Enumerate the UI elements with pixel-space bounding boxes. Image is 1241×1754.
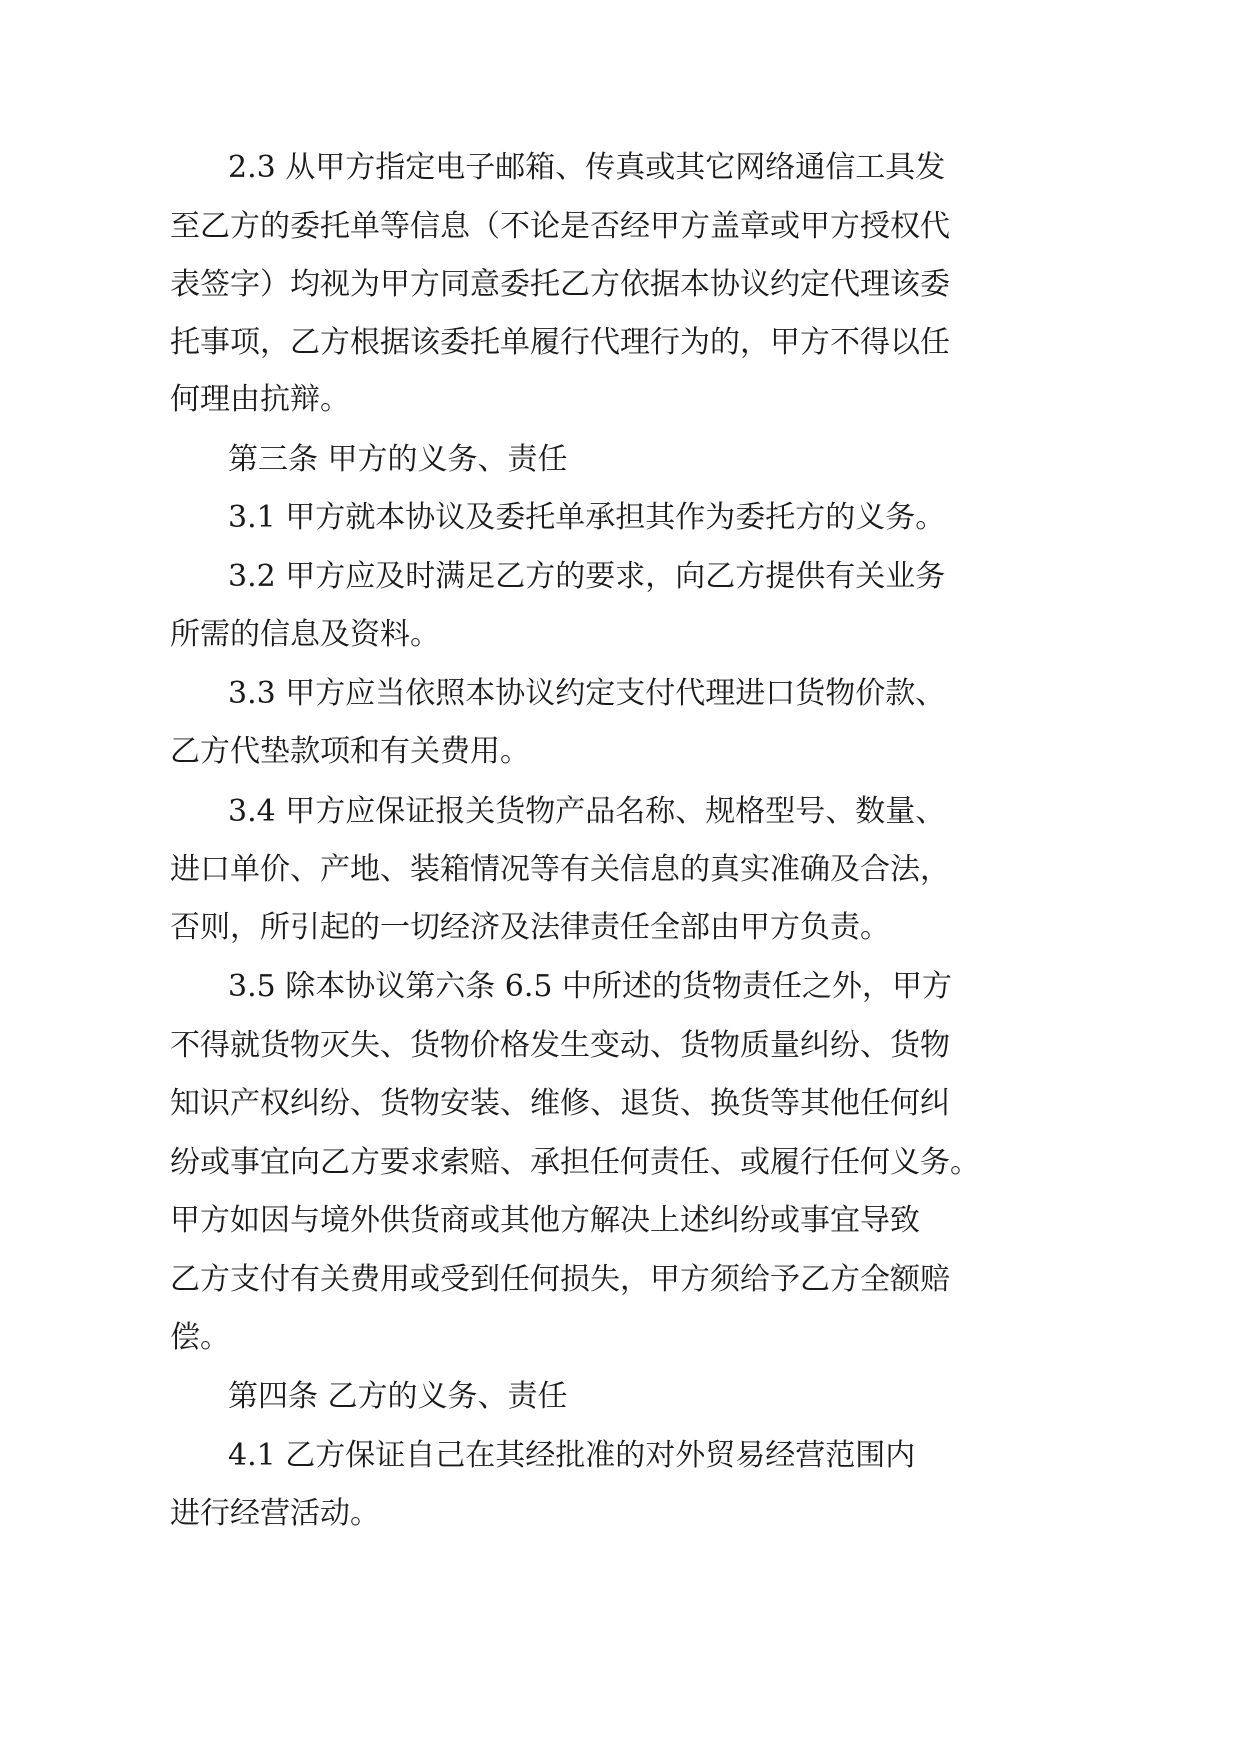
text-line: 偿。 <box>170 1320 230 1355</box>
text-line: 托事项，乙方根据该委托单履行代理行为的，甲方不得以任 <box>170 325 950 360</box>
section-heading: 第三条 甲方的义务、责任 <box>228 442 568 477</box>
text-line: 2.3 从甲方指定电子邮箱、传真或其它网络通信工具发 <box>228 150 946 185</box>
text-line: 知识产权纠纷、货物安装、维修、退货、换货等其他任何纠 <box>170 1086 950 1121</box>
text-line: 3.2 甲方应及时满足乙方的要求，向乙方提供有关业务 <box>228 559 946 594</box>
text-line: 否则，所引起的一切经济及法律责任全部由甲方负责。 <box>170 910 890 945</box>
text-line: 甲方如因与境外供货商或其他方解决上述纠纷或事宜导致 <box>170 1203 920 1238</box>
text-line: 4.1 乙方保证自己在其经批准的对外贸易经营范围内 <box>228 1438 916 1473</box>
section-heading: 第四条 乙方的义务、责任 <box>228 1379 568 1414</box>
text-line: 乙方代垫款项和有关费用。 <box>170 734 530 769</box>
text-line: 进口单价、产地、装箱情况等有关信息的真实准确及合法， <box>170 852 950 887</box>
text-line: 所需的信息及资料。 <box>170 617 440 652</box>
text-line: 3.3 甲方应当依照本协议约定支付代理进口货物价款、 <box>228 676 946 711</box>
text-line: 乙方支付有关费用或受到任何损失，甲方须给予乙方全额赔 <box>170 1262 950 1297</box>
text-line: 3.4 甲方应保证报关货物产品名称、规格型号、数量、 <box>228 794 946 829</box>
text-line: 何理由抗辩。 <box>170 382 350 417</box>
text-line: 3.1 甲方就本协议及委托单承担其作为委托方的义务。 <box>228 500 946 535</box>
text-line: 纷或事宜向乙方要求索赔、承担任何责任、或履行任何义务。 <box>170 1145 980 1180</box>
text-line: 表签字）均视为甲方同意委托乙方依据本协议约定代理该委 <box>170 267 950 302</box>
text-line: 不得就货物灭失、货物价格发生变动、货物质量纠纷、货物 <box>170 1028 950 1063</box>
text-line: 3.5 除本协议第六条 6.5 中所述的货物责任之外，甲方 <box>228 969 953 1004</box>
text-line: 至乙方的委托单等信息（不论是否经甲方盖章或甲方授权代 <box>170 209 950 244</box>
text-line: 进行经营活动。 <box>170 1496 380 1531</box>
